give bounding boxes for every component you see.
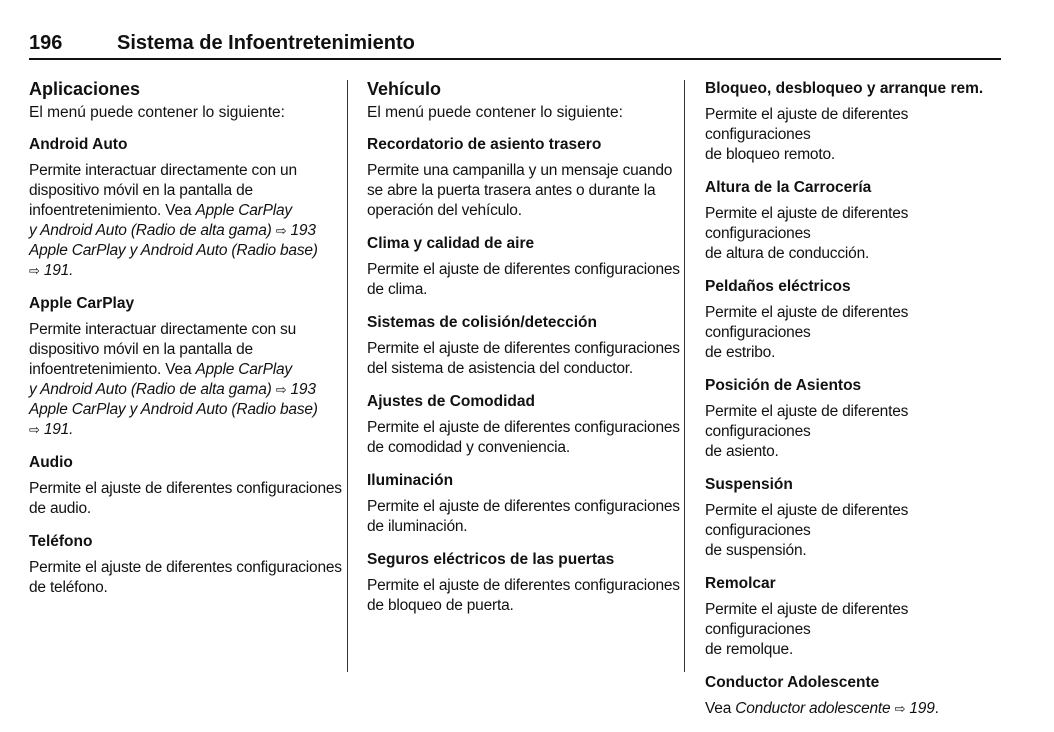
desc-line: Permite el ajuste de diferentes configuraciones — [705, 304, 909, 341]
item-description — [367, 576, 687, 616]
page-ref[interactable]: 191. — [43, 421, 74, 438]
page-reference-icon: ⇨ — [29, 422, 40, 437]
desc-line: de bloqueo remoto. — [705, 146, 835, 163]
desc-line: Permite una campanilla y un mensaje cuando — [367, 162, 673, 179]
item-description — [367, 260, 687, 300]
item-description — [705, 204, 1005, 264]
desc-line: de audio. — [29, 500, 91, 517]
desc-line: Permite el ajuste de diferentes configuraciones — [367, 419, 680, 436]
item-title: Teléfono — [29, 533, 93, 550]
item-telefono — [29, 532, 349, 598]
cross-reference-link[interactable]: Apple CarPlay — [195, 202, 292, 219]
page-reference-icon: ⇨ — [275, 382, 287, 397]
desc-line: Permite el ajuste de diferentes configuraciones — [29, 559, 342, 576]
cross-reference-link[interactable]: Apple CarPlay y Android Auto (Radio base) — [29, 401, 318, 418]
item-description — [367, 418, 687, 458]
item-title: Audio — [29, 454, 73, 471]
desc-line: del sistema de asistencia del conductor. — [367, 360, 633, 377]
item-title: Peldaños eléctricos — [705, 278, 851, 295]
desc-line: de asiento. — [705, 443, 779, 460]
desc-line: de iluminación. — [367, 518, 468, 535]
page-reference-icon: ⇨ — [894, 701, 906, 716]
desc-line: de estribo. — [705, 344, 776, 361]
item-description — [29, 479, 349, 519]
item-peldanos — [705, 277, 1005, 363]
page-ref[interactable]: 193 — [290, 381, 316, 398]
page-number: 196 — [29, 32, 63, 54]
item-clima — [367, 234, 687, 300]
desc-line: Permite el ajuste de diferentes configuraciones — [367, 498, 680, 515]
desc-line: de clima. — [367, 281, 428, 298]
item-description — [29, 558, 349, 598]
item-title: Seguros eléctricos de las puertas — [367, 551, 615, 568]
ref-suffix: . — [934, 700, 939, 717]
desc-line: Permite interactuar directamente con su — [29, 321, 297, 338]
column-aplicaciones — [29, 78, 349, 611]
item-description — [367, 497, 687, 537]
page-title: Sistema de Infoentretenimiento — [117, 32, 415, 54]
item-remolcar — [705, 574, 1005, 660]
item-android-auto — [29, 135, 349, 281]
item-bloqueo-remoto — [705, 79, 1005, 165]
item-description — [705, 303, 1005, 363]
item-title: Remolcar — [705, 575, 776, 592]
page-ref[interactable]: 191. — [43, 262, 74, 279]
item-audio — [29, 453, 349, 519]
item-colision — [367, 313, 687, 379]
cross-reference-link[interactable]: Apple CarPlay — [195, 361, 292, 378]
desc-line: Permite el ajuste de diferentes configuraciones — [705, 205, 909, 242]
item-title: Recordatorio de asiento trasero — [367, 136, 602, 153]
desc-line: dispositivo móvil en la pantalla de — [29, 182, 253, 199]
desc-line: Permite el ajuste de diferentes configuraciones — [705, 106, 909, 143]
desc-line: Permite el ajuste de diferentes configuraciones — [705, 502, 909, 539]
desc-line: operación del vehículo. — [367, 202, 522, 219]
desc-line: dispositivo móvil en la pantalla de — [29, 341, 253, 358]
section-intro: El menú puede contener lo siguiente: — [29, 104, 285, 121]
desc-line: Permite el ajuste de diferentes configuraciones — [705, 601, 909, 638]
page-header — [29, 30, 1001, 60]
see-prefix: infoentretenimiento. Vea — [29, 361, 196, 378]
column-vehiculo-continued — [705, 79, 1005, 732]
item-recordatorio-asiento — [367, 135, 687, 221]
item-description — [705, 501, 1005, 561]
desc-line: Permite el ajuste de diferentes configuraciones — [367, 577, 680, 594]
desc-line: Permite el ajuste de diferentes configuraciones — [29, 480, 342, 497]
desc-line: de altura de conducción. — [705, 245, 870, 262]
item-description — [29, 320, 349, 440]
item-title: Sistemas de colisión/detección — [367, 314, 597, 331]
item-iluminacion — [367, 471, 687, 537]
desc-line: Permite el ajuste de diferentes configuraciones — [367, 340, 680, 357]
cross-reference-link[interactable]: Apple CarPlay y Android Auto (Radio base) — [29, 242, 318, 259]
item-title: Posición de Asientos — [705, 377, 862, 394]
desc-line: se abre la puerta trasera antes o durante la — [367, 182, 656, 199]
see-prefix: infoentretenimiento. Vea — [29, 202, 196, 219]
item-title: Conductor Adolescente — [705, 674, 880, 691]
desc-line: Permite el ajuste de diferentes configuraciones — [705, 403, 909, 440]
desc-line: de comodidad y conveniencia. — [367, 439, 570, 456]
cross-reference-link[interactable]: Conductor adolescente — [735, 700, 891, 717]
section-intro: El menú puede contener lo siguiente: — [367, 104, 623, 121]
desc-line: de teléfono. — [29, 579, 108, 596]
item-title: Clima y calidad de aire — [367, 235, 535, 252]
item-posicion-asientos — [705, 376, 1005, 462]
item-altura-carroceria — [705, 178, 1005, 264]
desc-line: de remolque. — [705, 641, 794, 658]
page-ref[interactable]: 193 — [290, 222, 316, 239]
desc-line: Permite el ajuste de diferentes configuraciones — [367, 261, 680, 278]
see-prefix: Vea — [705, 700, 736, 717]
section-title: Aplicaciones — [29, 79, 141, 99]
item-comodidad — [367, 392, 687, 458]
item-description — [367, 161, 687, 221]
item-title: Suspensión — [705, 476, 793, 493]
item-suspension — [705, 475, 1005, 561]
item-apple-carplay — [29, 294, 349, 440]
item-seguros-puertas — [367, 550, 687, 616]
cross-reference-link[interactable]: y Android Auto (Radio de alta gama) — [29, 222, 272, 239]
item-title: Bloqueo, desbloqueo y arranque rem. — [705, 80, 984, 97]
item-title: Iluminación — [367, 472, 454, 489]
item-description — [29, 161, 349, 281]
item-description — [367, 339, 687, 379]
desc-line: de suspensión. — [705, 542, 807, 559]
item-description — [705, 699, 1005, 719]
item-conductor-adolescente — [705, 673, 1005, 719]
item-title: Ajustes de Comodidad — [367, 393, 535, 410]
item-description — [705, 105, 1005, 165]
desc-line: Permite interactuar directamente con un — [29, 162, 297, 179]
item-title: Altura de la Carrocería — [705, 179, 872, 196]
item-title: Android Auto — [29, 136, 128, 153]
column-vehiculo — [367, 78, 687, 629]
page-ref[interactable]: 199 — [909, 700, 935, 717]
item-description — [705, 600, 1005, 660]
section-title: Vehículo — [367, 79, 442, 99]
page-reference-icon: ⇨ — [29, 263, 40, 278]
cross-reference-link[interactable]: y Android Auto (Radio de alta gama) — [29, 381, 272, 398]
item-title: Apple CarPlay — [29, 295, 135, 312]
desc-line: de bloqueo de puerta. — [367, 597, 514, 614]
item-description — [705, 402, 1005, 462]
page-reference-icon: ⇨ — [275, 223, 287, 238]
